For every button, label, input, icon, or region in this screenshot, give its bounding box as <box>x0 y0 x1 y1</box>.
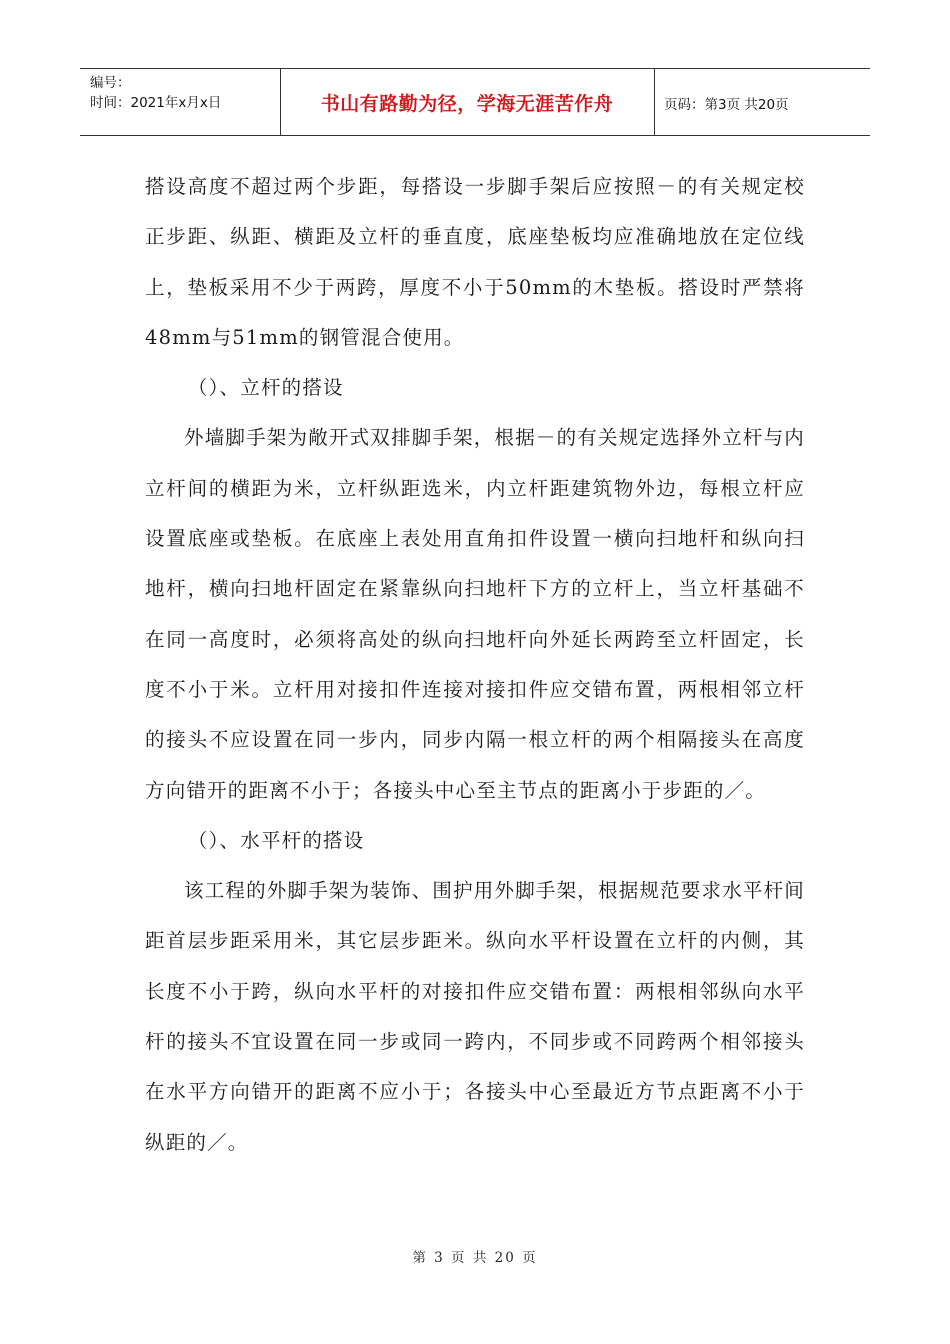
section-heading-upright-pole: （）、立杆的搭设 <box>187 376 344 400</box>
page-footer: 第 3 页 共 20 页 <box>412 1250 538 1266</box>
header-motto: 书山有路勤为径，学海无涯苦作舟 <box>320 93 614 115</box>
header-meta <box>90 73 221 113</box>
paragraph-continued: 搭设高度不超过两个步距，每搭设一步脚手架后应按照－的有关规定校正步距、纵距、横距及立杆的垂直度，底座垫板均应准确地放在定位线上，垫板采用不少于两跨，厚度不小于50mm的木垫板。搭设时严禁将48mm与51mm的钢管混合使用。 <box>145 175 805 349</box>
paragraph-horizontal-bar: 该工程的外脚手架为装饰、围护用外脚手架，根据规范要求水平杆间距首层步距采用米，其它层步距米。纵向水平杆设置在立杆的内侧，其长度不小于跨，纵向水平杆的对接扣件应交错布置：两根相邻纵向水平杆的接头不宜设置在同一步或同一跨内，不同步或不同跨两个相邻接头在水平方向错开的距离不应小于；各接头中心至最近方节点距离不小于纵距的／。 <box>145 879 806 1154</box>
paragraph-upright-pole: 外墙脚手架为敞开式双排脚手架，根据－的有关规定选择外立杆与内立杆间的横距为米，立杆纵距选米，内立杆距建筑物外边，每根立杆应设置底座或垫板。在底座上表处用直角扣件设置一横向扫地杆和纵向扫地杆，横向扫地杆固定在紧靠纵向扫地杆下方的立杆上，当立杆基础不在同一高度时，必须将高处的纵向扫地杆向外延长两跨至立杆固定，长度不小于米。立杆用对接扣件连接对接扣件应交错布置，两根相邻立杆的接头不应设置在同一步内，同步内隔一根立杆的两个相隔接头在高度方向错开的距离不小于；各接头中心至主节点的距离小于步距的／。 <box>145 426 806 802</box>
document-number-label: 编号： <box>90 75 131 91</box>
page-header <box>80 68 870 136</box>
document-body <box>145 162 805 1168</box>
section-heading-horizontal-bar: （）、水平杆的搭设 <box>187 828 365 852</box>
header-page-code: 页码：第3页 共20页 <box>664 97 789 113</box>
header-divider-right <box>654 69 655 136</box>
document-date: 时间：2021年x月x日 <box>90 95 222 111</box>
